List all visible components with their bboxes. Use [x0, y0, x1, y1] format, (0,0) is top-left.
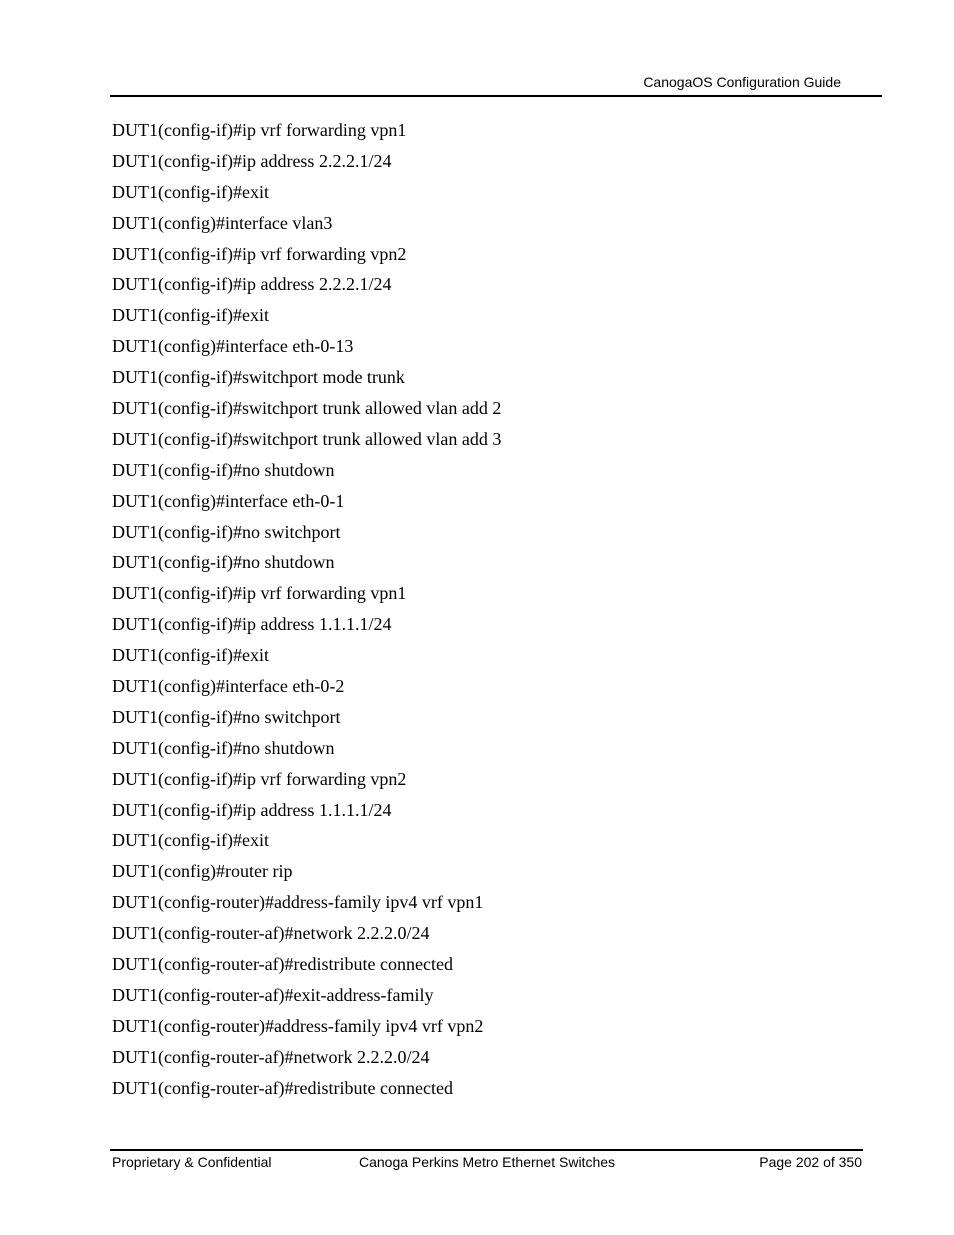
command-line: DUT1(config-if)#no shutdown: [112, 737, 335, 758]
header-divider: [110, 95, 882, 97]
command-line: DUT1(config)#interface eth-0-2: [112, 676, 345, 697]
command-line: DUT1(config-router-af)#redistribute connected: [112, 1077, 453, 1098]
command-line: DUT1(config-router-af)#network 2.2.2.0/24: [112, 1046, 430, 1067]
command-line: DUT1(config)#interface eth-0-13: [112, 336, 354, 357]
command-line: DUT1(config)#router rip: [112, 861, 293, 882]
command-line: DUT1(config-if)#ip vrf forwarding vpn2: [112, 243, 407, 264]
command-line: DUT1(config)#interface eth-0-1: [112, 490, 345, 511]
command-line: DUT1(config-router-af)#redistribute connected: [112, 954, 453, 975]
command-line: DUT1(config-if)#ip address 2.2.2.1/24: [112, 274, 392, 295]
command-line: DUT1(config-if)#ip vrf forwarding vpn1: [112, 583, 407, 604]
command-line: DUT1(config-if)#ip address 2.2.2.1/24: [112, 150, 392, 171]
command-line: DUT1(config)#interface vlan3: [112, 212, 333, 233]
command-line: DUT1(config-if)#no switchport: [112, 521, 341, 542]
command-line: DUT1(config-if)#switchport trunk allowed vlan add 2: [112, 398, 502, 419]
footer-page-number: Page 202 of 350: [759, 1154, 862, 1170]
command-line: DUT1(config-if)#switchport mode trunk: [112, 367, 405, 388]
command-line: DUT1(config-if)#no shutdown: [112, 552, 335, 573]
command-line: DUT1(config-if)#exit: [112, 645, 269, 666]
command-line: DUT1(config-if)#exit: [112, 830, 269, 851]
command-line: DUT1(config-if)#exit: [112, 181, 269, 202]
command-line: DUT1(config-if)#ip address 1.1.1.1/24: [112, 614, 392, 635]
command-line: DUT1(config-if)#exit: [112, 305, 269, 326]
header-title: CanogaOS Configuration Guide: [643, 74, 841, 90]
command-listing: [112, 117, 501, 1106]
command-line: DUT1(config-if)#ip vrf forwarding vpn1: [112, 120, 407, 140]
command-line: DUT1(config-if)#no switchport: [112, 706, 341, 727]
command-line: DUT1(config-router)#address-family ipv4 vrf vpn1: [112, 892, 484, 913]
command-line: DUT1(config-router-af)#exit-address-family: [112, 984, 434, 1005]
footer-product: Canoga Perkins Metro Ethernet Switches: [359, 1154, 616, 1170]
footer-divider: [110, 1149, 863, 1151]
command-line: DUT1(config-if)#ip address 1.1.1.1/24: [112, 799, 392, 820]
footer-confidentiality: Proprietary & Confidential: [112, 1154, 272, 1170]
command-line: DUT1(config-router)#address-family ipv4 vrf vpn2: [112, 1015, 484, 1036]
command-line: DUT1(config-router-af)#network 2.2.2.0/24: [112, 923, 430, 944]
command-line: DUT1(config-if)#no shutdown: [112, 459, 335, 480]
command-line: DUT1(config-if)#switchport trunk allowed vlan add 3: [112, 428, 502, 449]
command-line: DUT1(config-if)#ip vrf forwarding vpn2: [112, 768, 407, 789]
